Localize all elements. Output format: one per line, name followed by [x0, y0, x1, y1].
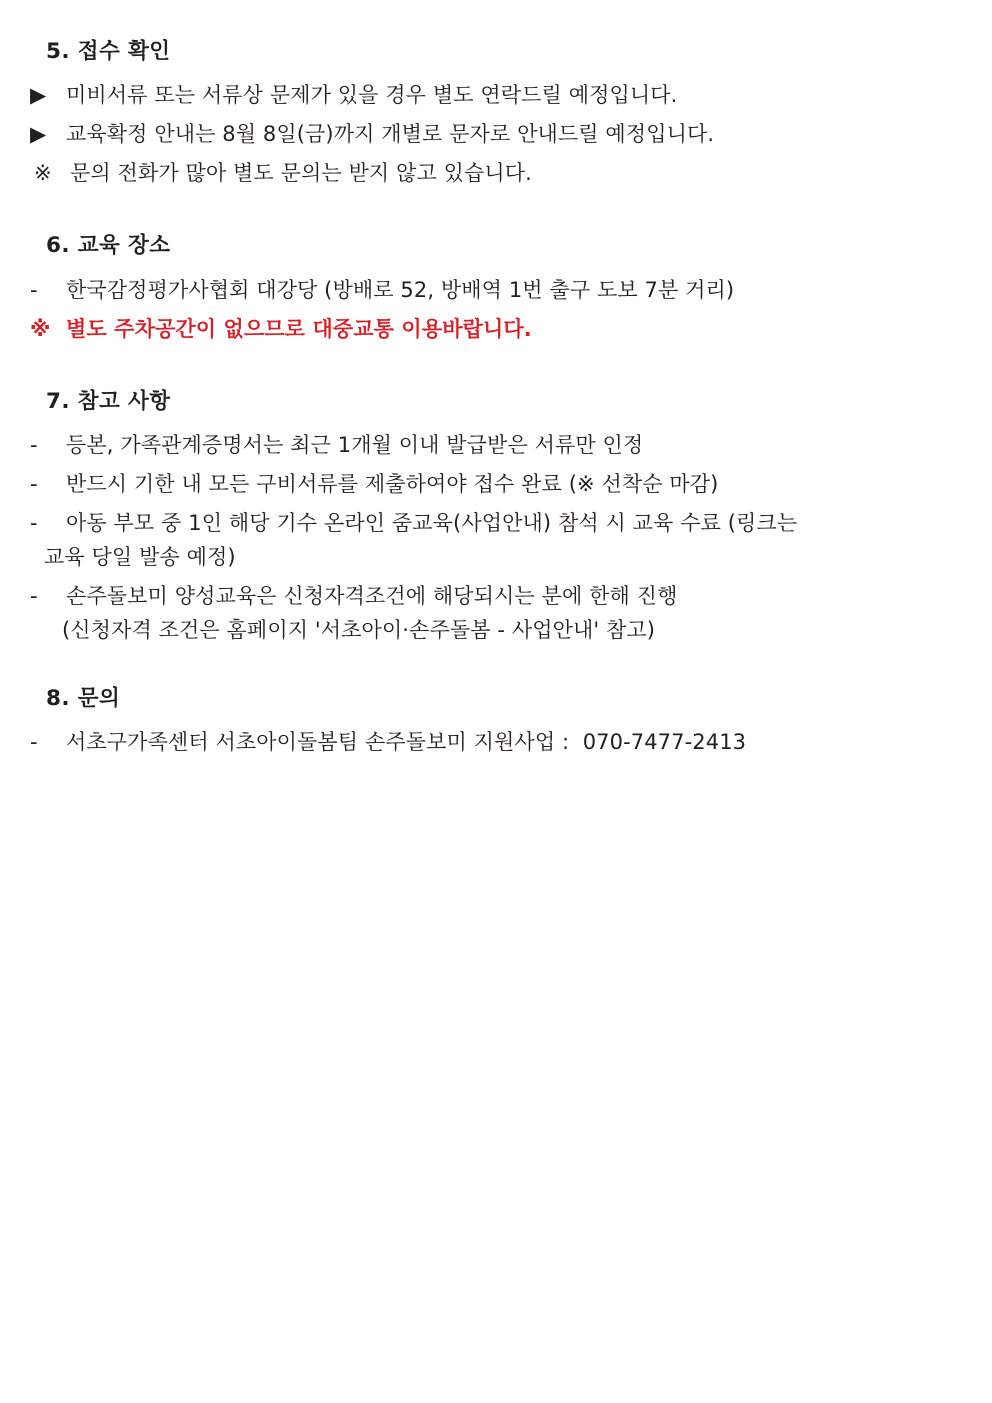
dash-icon: - — [30, 583, 38, 608]
dash-icon: - — [30, 510, 38, 535]
bullet-line — [30, 579, 948, 613]
contact-line — [30, 725, 948, 759]
section-education-venue — [30, 230, 948, 345]
dash-icon: - — [30, 471, 38, 496]
bullet-line — [30, 117, 948, 151]
bullet-text: 아동 부모 중 1인 해당 기수 온라인 줌교육(사업안내) 참석 시 교육 수료 (링크는 — [66, 510, 798, 535]
bullet-line-continuation: (신청자격 조건은 홈페이지 '서초아이·손주돌봄 - 사업안내' 참고) — [62, 617, 656, 642]
section-title: 5. 접수 확인 — [46, 39, 171, 64]
bullet-line-continuation: 교육 당일 발송 예정) — [44, 544, 236, 569]
warning-line — [30, 312, 948, 346]
bullet-text: 미비서류 또는 서류상 문제가 있을 경우 별도 연락드릴 예정입니다. — [66, 83, 678, 108]
section-contact — [30, 683, 948, 759]
dash-icon: - — [30, 277, 38, 302]
warning-text: 별도 주차공간이 없으므로 대중교통 이용바랍니다. — [66, 316, 532, 341]
bullet-line — [30, 428, 948, 462]
bullet-line — [30, 467, 948, 501]
bullet-text: 손주돌보미 양성교육은 신청자격조건에 해당되시는 분에 한해 진행 — [66, 583, 678, 608]
dash-icon: - — [30, 432, 38, 457]
contact-text: 서초구가족센터 서초아이돌봄팀 손주돌보미 지원사업 : 070-7477-2413 — [66, 730, 747, 755]
reference-mark-icon: ※ — [30, 316, 51, 341]
triangle-right-icon: ▶ — [30, 122, 47, 147]
bullet-text: 반드시 기한 내 모든 구비서류를 제출하여야 접수 완료 (※ 선착순 마감) — [66, 471, 719, 496]
section-receipt-confirmation — [30, 36, 948, 190]
section-title: 7. 참고 사항 — [46, 388, 171, 414]
bullet-text: 한국감정평가사협회 대강당 (방배로 52, 방배역 1번 출구 도보 7분 거리) — [66, 277, 735, 302]
bullet-text: 등본, 가족관계증명서는 최근 1개월 이내 발급받은 서류만 인정 — [66, 432, 644, 457]
section-notes — [30, 386, 948, 647]
note-line — [34, 156, 948, 190]
section-title: 8. 문의 — [46, 685, 121, 711]
triangle-right-icon: ▶ — [30, 83, 47, 108]
bullet-line — [30, 506, 948, 540]
bullet-line — [30, 78, 948, 112]
reference-mark-icon: ※ — [34, 161, 52, 186]
dash-icon: - — [30, 730, 38, 755]
note-text: 문의 전화가 많아 별도 문의는 받지 않고 있습니다. — [70, 161, 532, 186]
bullet-line — [30, 273, 948, 307]
section-title: 6. 교육 장소 — [46, 233, 171, 259]
bullet-text: 교육확정 안내는 8월 8일(금)까지 개별로 문자로 안내드릴 예정입니다. — [66, 122, 715, 147]
